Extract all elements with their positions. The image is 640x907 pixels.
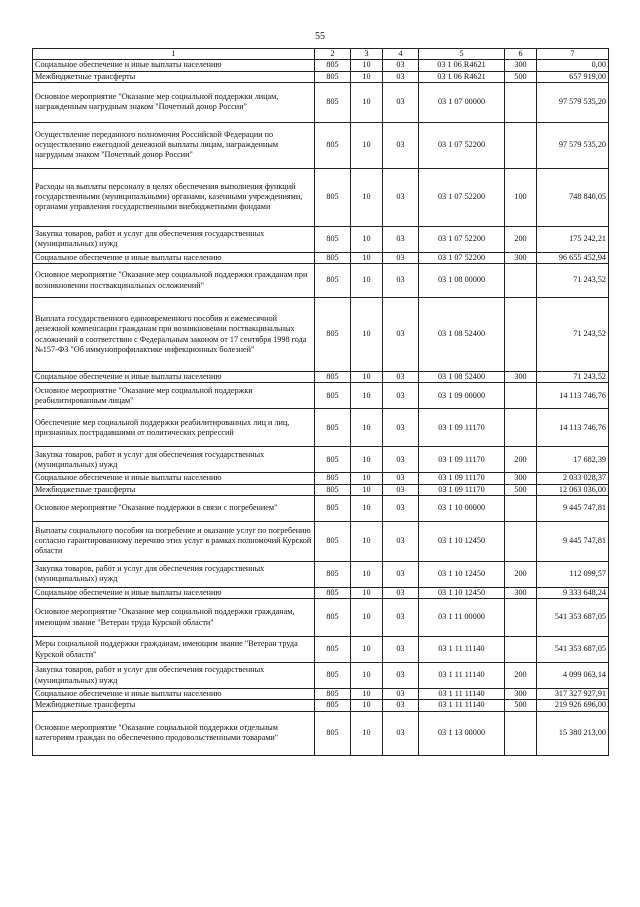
- cell-sum: 9 445 747,81: [537, 495, 609, 521]
- cell-sum: 175 242,21: [537, 226, 609, 252]
- cell-rz: 10: [351, 383, 383, 409]
- cell-csr: 03 1 09 11170: [419, 473, 505, 484]
- cell-pr: 03: [383, 122, 419, 168]
- cell-vr: [505, 599, 537, 637]
- cell-pr: 03: [383, 409, 419, 447]
- table-row: [33, 599, 609, 637]
- header-cell: 6: [505, 49, 537, 60]
- cell-sum: 12 063 036,00: [537, 484, 609, 495]
- table-row: [33, 711, 609, 755]
- cell-name: Межбюджетные трансферты: [33, 484, 315, 495]
- cell-csr: 03 1 11 11140: [419, 689, 505, 700]
- page-number: 55: [315, 31, 325, 42]
- cell-pr: 03: [383, 298, 419, 372]
- cell-gr: 805: [315, 599, 351, 637]
- cell-csr: 03 1 09 11170: [419, 484, 505, 495]
- cell-sum: 541 353 687,05: [537, 637, 609, 663]
- cell-gr: 805: [315, 372, 351, 383]
- cell-pr: 03: [383, 599, 419, 637]
- table-row: [33, 689, 609, 700]
- table-row: [33, 700, 609, 711]
- cell-name: Закупка товаров, работ и услуг для обеспечения государственных (муниципальных) нужд: [33, 226, 315, 252]
- cell-name: Основное мероприятие "Оказание мер социальной поддержки гражданам при возникновении поствакцинальных осложнений": [33, 264, 315, 298]
- cell-vr: 500: [505, 71, 537, 82]
- cell-sum: 14 113 746,76: [537, 383, 609, 409]
- table-row: [33, 372, 609, 383]
- cell-csr: 03 1 10 00000: [419, 495, 505, 521]
- cell-rz: 10: [351, 700, 383, 711]
- cell-rz: 10: [351, 168, 383, 226]
- table-row: [33, 637, 609, 663]
- cell-rz: 10: [351, 521, 383, 561]
- cell-pr: 03: [383, 473, 419, 484]
- cell-sum: 2 033 028,37: [537, 473, 609, 484]
- cell-name: Выплаты социального пособия на погребение и оказание услуг по погребению согласно гарантированному перечню этих услуг в рамках полномочий Курской области: [33, 521, 315, 561]
- cell-pr: 03: [383, 168, 419, 226]
- cell-name: Основное мероприятие "Оказание поддержки в связи с погребением": [33, 495, 315, 521]
- cell-csr: 03 1 10 12450: [419, 587, 505, 598]
- cell-rz: 10: [351, 663, 383, 689]
- cell-vr: 200: [505, 663, 537, 689]
- cell-csr: 03 1 09 11170: [419, 409, 505, 447]
- cell-rz: 10: [351, 447, 383, 473]
- cell-pr: 03: [383, 484, 419, 495]
- cell-rz: 10: [351, 637, 383, 663]
- cell-gr: 805: [315, 264, 351, 298]
- cell-gr: 805: [315, 473, 351, 484]
- cell-gr: 805: [315, 700, 351, 711]
- cell-gr: 805: [315, 383, 351, 409]
- cell-vr: [505, 711, 537, 755]
- cell-vr: 500: [505, 484, 537, 495]
- cell-sum: 14 113 746,76: [537, 409, 609, 447]
- cell-csr: 03 1 10 12450: [419, 561, 505, 587]
- cell-sum: 17 682,39: [537, 447, 609, 473]
- table-row: [33, 587, 609, 598]
- table-row: [33, 122, 609, 168]
- cell-gr: 805: [315, 711, 351, 755]
- cell-name: Межбюджетные трансферты: [33, 71, 315, 82]
- table-row: [33, 264, 609, 298]
- table-row: [33, 168, 609, 226]
- table-row: [33, 60, 609, 71]
- cell-name: Расходы на выплаты персоналу в целях обеспечения выполнения функций государственными (муниципальными) органами, казенными учреждениями, органами управления государственными внебюджетными фондами: [33, 168, 315, 226]
- cell-sum: 96 655 452,94: [537, 252, 609, 263]
- cell-name: Социальное обеспечение и иные выплаты населению: [33, 372, 315, 383]
- cell-pr: 03: [383, 700, 419, 711]
- cell-gr: 805: [315, 484, 351, 495]
- cell-csr: 03 1 09 00000: [419, 383, 505, 409]
- cell-rz: 10: [351, 252, 383, 263]
- cell-csr: 03 1 07 52200: [419, 122, 505, 168]
- cell-sum: 9 445 747,81: [537, 521, 609, 561]
- cell-name: Закупка товаров, работ и услуг для обеспечения государственных (муниципальных) нужд: [33, 561, 315, 587]
- cell-pr: 03: [383, 689, 419, 700]
- cell-rz: 10: [351, 372, 383, 383]
- cell-csr: 03 1 09 11170: [419, 447, 505, 473]
- cell-vr: 300: [505, 60, 537, 71]
- cell-csr: 03 1 11 11140: [419, 663, 505, 689]
- cell-sum: 541 353 687,05: [537, 599, 609, 637]
- cell-csr: 03 1 11 00000: [419, 599, 505, 637]
- cell-name: Социальное обеспечение и иные выплаты населению: [33, 60, 315, 71]
- cell-csr: 03 1 08 52400: [419, 298, 505, 372]
- cell-vr: [505, 383, 537, 409]
- cell-pr: 03: [383, 447, 419, 473]
- cell-vr: 200: [505, 447, 537, 473]
- cell-csr: 03 1 11 11140: [419, 637, 505, 663]
- cell-vr: 300: [505, 587, 537, 598]
- cell-sum: 748 840,05: [537, 168, 609, 226]
- table-row: [33, 409, 609, 447]
- cell-vr: [505, 409, 537, 447]
- table-row: [33, 298, 609, 372]
- cell-sum: 71 243,52: [537, 372, 609, 383]
- cell-vr: [505, 521, 537, 561]
- table-row: [33, 383, 609, 409]
- cell-rz: 10: [351, 711, 383, 755]
- cell-name: Выплата государственного единовременного пособия и ежемесячной денежной компенсации гражданам при возникновении поствакцинальных осложнений в соответствии с Федеральным законом от 17 сентября 1998 года №157-ФЗ "Об иммунопрофилактике инфекционных болезней": [33, 298, 315, 372]
- cell-gr: 805: [315, 409, 351, 447]
- table-row: [33, 521, 609, 561]
- cell-vr: [505, 637, 537, 663]
- cell-sum: 0,00: [537, 60, 609, 71]
- cell-sum: 317 327 927,91: [537, 689, 609, 700]
- table-header-row: [33, 49, 609, 60]
- cell-pr: 03: [383, 226, 419, 252]
- cell-vr: 300: [505, 252, 537, 263]
- cell-name: Социальное обеспечение и иные выплаты населению: [33, 252, 315, 263]
- cell-sum: 71 243,52: [537, 264, 609, 298]
- cell-pr: 03: [383, 637, 419, 663]
- cell-pr: 03: [383, 587, 419, 598]
- cell-vr: [505, 122, 537, 168]
- cell-csr: 03 1 08 52400: [419, 372, 505, 383]
- cell-csr: 03 1 07 52200: [419, 168, 505, 226]
- cell-rz: 10: [351, 226, 383, 252]
- cell-rz: 10: [351, 60, 383, 71]
- cell-pr: 03: [383, 60, 419, 71]
- cell-vr: 300: [505, 372, 537, 383]
- cell-vr: 300: [505, 689, 537, 700]
- cell-sum: 9 333 648,24: [537, 587, 609, 598]
- cell-rz: 10: [351, 298, 383, 372]
- header-cell: 3: [351, 49, 383, 60]
- cell-csr: 03 1 13 00000: [419, 711, 505, 755]
- budget-table: [32, 48, 609, 756]
- cell-name: Социальное обеспечение и иные выплаты населению: [33, 587, 315, 598]
- cell-rz: 10: [351, 484, 383, 495]
- table-row: [33, 484, 609, 495]
- cell-rz: 10: [351, 561, 383, 587]
- cell-pr: 03: [383, 663, 419, 689]
- cell-name: Основное мероприятие "Оказание мер социальной поддержки реабилитированным лицам": [33, 383, 315, 409]
- cell-vr: [505, 82, 537, 122]
- cell-rz: 10: [351, 409, 383, 447]
- cell-gr: 805: [315, 252, 351, 263]
- cell-vr: [505, 298, 537, 372]
- cell-gr: 805: [315, 521, 351, 561]
- table-row: [33, 226, 609, 252]
- cell-gr: 805: [315, 122, 351, 168]
- cell-csr: 03 1 06 R4621: [419, 71, 505, 82]
- cell-rz: 10: [351, 82, 383, 122]
- cell-gr: 805: [315, 663, 351, 689]
- cell-sum: 97 579 535,20: [537, 82, 609, 122]
- cell-pr: 03: [383, 372, 419, 383]
- cell-gr: 805: [315, 689, 351, 700]
- cell-csr: 03 1 07 00000: [419, 82, 505, 122]
- table-row: [33, 252, 609, 263]
- cell-pr: 03: [383, 711, 419, 755]
- cell-pr: 03: [383, 252, 419, 263]
- cell-name: Осуществление переданного полномочия Российской Федерации по осуществлению ежегодной денежной выплаты лицам, награжденным нагрудным знаком "Почетный донор России": [33, 122, 315, 168]
- table-row: [33, 82, 609, 122]
- cell-gr: 805: [315, 495, 351, 521]
- cell-pr: 03: [383, 82, 419, 122]
- cell-pr: 03: [383, 264, 419, 298]
- cell-vr: 200: [505, 226, 537, 252]
- cell-pr: 03: [383, 561, 419, 587]
- cell-csr: 03 1 06 R4621: [419, 60, 505, 71]
- cell-csr: 03 1 11 11140: [419, 700, 505, 711]
- cell-gr: 805: [315, 168, 351, 226]
- cell-rz: 10: [351, 599, 383, 637]
- cell-rz: 10: [351, 689, 383, 700]
- cell-name: Меры социальной поддержки гражданам, имеющим звание "Ветеран труда Курской области": [33, 637, 315, 663]
- cell-rz: 10: [351, 122, 383, 168]
- cell-vr: 500: [505, 700, 537, 711]
- cell-sum: 657 919,00: [537, 71, 609, 82]
- cell-csr: 03 1 07 52200: [419, 252, 505, 263]
- table-row: [33, 663, 609, 689]
- cell-pr: 03: [383, 495, 419, 521]
- cell-gr: 805: [315, 71, 351, 82]
- cell-gr: 805: [315, 561, 351, 587]
- cell-name: Основное мероприятие "Оказание мер социальной поддержки гражданам, имеющим звание "Ветеран труда Курской области": [33, 599, 315, 637]
- cell-vr: [505, 495, 537, 521]
- cell-vr: [505, 264, 537, 298]
- cell-gr: 805: [315, 226, 351, 252]
- cell-pr: 03: [383, 383, 419, 409]
- table-row: [33, 473, 609, 484]
- cell-gr: 805: [315, 298, 351, 372]
- cell-sum: 97 579 535,20: [537, 122, 609, 168]
- cell-name: Социальное обеспечение и иные выплаты населению: [33, 473, 315, 484]
- header-cell: 2: [315, 49, 351, 60]
- cell-csr: 03 1 07 52200: [419, 226, 505, 252]
- cell-name: Обеспечение мер социальной поддержки реабилитированных лиц и лиц, признанных пострадавшими от политических репрессий: [33, 409, 315, 447]
- cell-rz: 10: [351, 473, 383, 484]
- cell-sum: 71 243,52: [537, 298, 609, 372]
- cell-rz: 10: [351, 587, 383, 598]
- cell-sum: 219 926 696,00: [537, 700, 609, 711]
- cell-sum: 112 099,57: [537, 561, 609, 587]
- header-cell: 5: [419, 49, 505, 60]
- header-cell: 1: [33, 49, 315, 60]
- table-row: [33, 495, 609, 521]
- cell-name: Закупка товаров, работ и услуг для обеспечения государственных (муниципальных) нужд: [33, 663, 315, 689]
- cell-sum: 4 099 063,14: [537, 663, 609, 689]
- header-cell: 4: [383, 49, 419, 60]
- cell-rz: 10: [351, 495, 383, 521]
- cell-sum: 15 380 213,00: [537, 711, 609, 755]
- cell-gr: 805: [315, 60, 351, 71]
- table-row: [33, 447, 609, 473]
- cell-pr: 03: [383, 521, 419, 561]
- cell-pr: 03: [383, 71, 419, 82]
- cell-csr: 03 1 08 00000: [419, 264, 505, 298]
- cell-csr: 03 1 10 12450: [419, 521, 505, 561]
- header-cell: 7: [537, 49, 609, 60]
- cell-name: Закупка товаров, работ и услуг для обеспечения государственных (муниципальных) нужд: [33, 447, 315, 473]
- cell-name: Социальное обеспечение и иные выплаты населению: [33, 689, 315, 700]
- cell-name: Основное мероприятие "Оказание социальной поддержки отдельным категориям граждан по обеспечению продовольственными товарами": [33, 711, 315, 755]
- cell-gr: 805: [315, 637, 351, 663]
- cell-vr: 100: [505, 168, 537, 226]
- cell-gr: 805: [315, 82, 351, 122]
- table-row: [33, 71, 609, 82]
- cell-gr: 805: [315, 587, 351, 598]
- cell-gr: 805: [315, 447, 351, 473]
- table-row: [33, 561, 609, 587]
- cell-vr: 300: [505, 473, 537, 484]
- cell-name: Межбюджетные трансферты: [33, 700, 315, 711]
- cell-vr: 200: [505, 561, 537, 587]
- cell-rz: 10: [351, 71, 383, 82]
- cell-name: Основное мероприятие "Оказание мер социальной поддержки лицам, награжденным нагрудным знаком "Почетный донор России": [33, 82, 315, 122]
- cell-rz: 10: [351, 264, 383, 298]
